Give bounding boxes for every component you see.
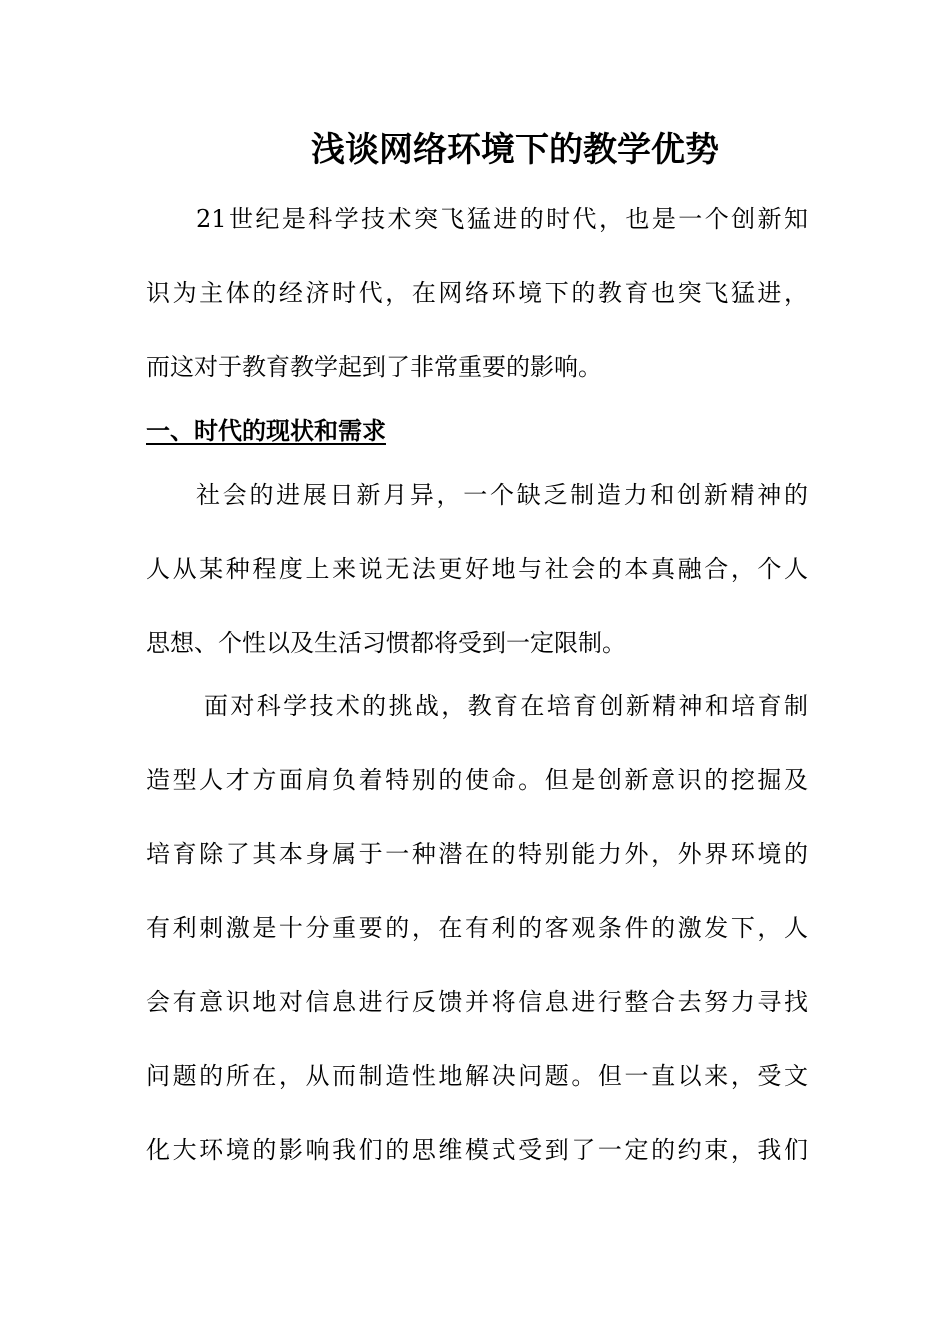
paragraph-line: 有利刺激是十分重要的，在有利的客观条件的激发下，人 — [146, 914, 808, 942]
paragraph-line: 化大环境的影响我们的思维模式受到了一定的约束，我们 — [146, 1136, 808, 1164]
section-heading: 一、时代的现状和需求 — [146, 416, 386, 445]
paragraph-line: 21世纪是科学技术突飞猛进的时代，也是一个创新知 — [196, 205, 808, 233]
paragraph-line: 问题的所在，从而制造性地解决问题。但一直以来，受文 — [146, 1062, 808, 1090]
paragraph-line: 造型人才方面肩负着特别的使命。但是创新意识的挖掘及 — [146, 766, 808, 794]
paragraph-line: 思想、个性以及生活习惯都将受到一定限制。 — [146, 629, 626, 657]
paragraph-line: 社会的进展日新月异，一个缺乏制造力和创新精神的 — [196, 481, 808, 509]
paragraph-line: 而这对于教育教学起到了非常重要的影响。 — [146, 353, 602, 381]
paragraph-line: 会有意识地对信息进行反馈并将信息进行整合去努力寻找 — [146, 988, 808, 1016]
paragraph-line: 识为主体的经济时代，在网络环境下的教育也突飞猛进， — [146, 279, 808, 307]
paragraph-line: 培育除了其本身属于一种潜在的特别能力外，外界环境的 — [146, 840, 808, 868]
document-title: 浅谈网络环境下的教学优势 — [311, 130, 719, 170]
paragraph-line: 面对科学技术的挑战，教育在培育创新精神和培育制 — [204, 692, 808, 720]
paragraph-line: 人从某种程度上来说无法更好地与社会的本真融合，个人 — [146, 555, 808, 583]
